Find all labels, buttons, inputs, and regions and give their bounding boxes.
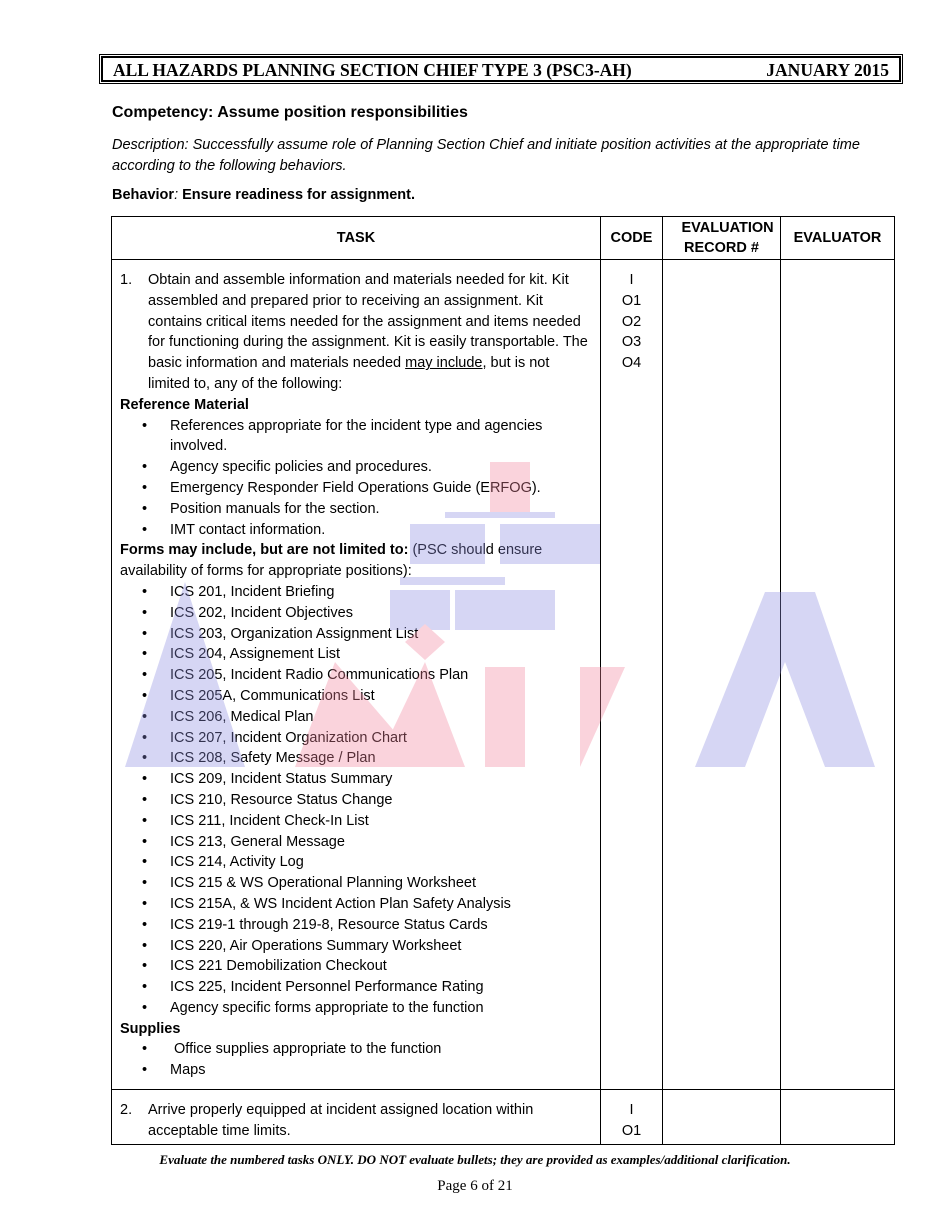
list-item: • ICS 219-1 through 219-8, Resource Status Cards [120, 915, 592, 936]
list-item: • ICS 203, Organization Assignment List [120, 624, 592, 645]
table-header-row [112, 217, 895, 260]
code-value: I [629, 272, 634, 288]
behavior-line [112, 187, 415, 203]
evaluation-record-cell[interactable] [663, 260, 781, 1090]
code-value: O1 [621, 1122, 642, 1139]
list-item: • ICS 214, Activity Log [120, 852, 592, 873]
list-item: • ICS 215 & WS Operational Planning Worksheet [120, 873, 592, 894]
list-item: • ICS 215A, & WS Incident Action Plan Safety Analysis [120, 894, 592, 915]
competency-description: Description: Successfully assume role of Planning Section Chief and initiate position activities at the appropriate time according to the following behaviors. [112, 137, 860, 174]
code-value: O2 [621, 313, 642, 330]
list-item: • ICS 201, Incident Briefing [120, 582, 592, 603]
supplies-heading: Supplies [120, 1020, 181, 1037]
document-date: JANUARY 2015 [766, 60, 889, 80]
page-number: Page 6 of 21 [437, 1178, 513, 1194]
footer-note: Evaluate the numbered tasks ONLY. DO NOT evaluate bullets; they are provided as examples/additional clarification. [159, 1152, 791, 1167]
list-item: • ICS 210, Resource Status Change [120, 790, 592, 811]
list-item: • Office supplies appropriate to the function [120, 1039, 592, 1060]
code-value: I [629, 1102, 634, 1119]
competency-heading: Competency: Assume position responsibilities [112, 104, 468, 121]
header-code: CODE [601, 217, 663, 260]
task-text-b: , but is not limited to, any of the following: [148, 355, 550, 392]
list-item: • ICS 213, General Message [120, 832, 592, 853]
list-item: • IMT contact information. [120, 520, 592, 541]
evaluator-cell[interactable] [781, 260, 895, 1090]
task-text-a: Obtain and assemble information and materials needed for kit. Kit assembled and prepared prior to receiving an assignment. Kit contains critical items needed for the assignment and items needed for functioning during the assignment. Kit is easily transportable. The basic information and materials needed [148, 272, 588, 372]
list-item: • ICS 206, Medical Plan [120, 707, 592, 728]
code-value: O1 [621, 292, 642, 309]
list-item: • Agency specific policies and procedures. [120, 457, 592, 478]
behavior-text: Ensure readiness for assignment. [178, 187, 416, 203]
table-row [112, 1090, 895, 1145]
document-title: ALL HAZARDS PLANNING SECTION CHIEF TYPE 3 (PSC3-AH) [113, 60, 632, 80]
code-value: O3 [621, 334, 642, 351]
forms-list [120, 582, 592, 1019]
list-item: • ICS 205A, Communications List [120, 686, 592, 707]
list-item: • ICS 209, Incident Status Summary [120, 769, 592, 790]
code-cell [601, 1090, 663, 1145]
task-cell [112, 1090, 601, 1145]
list-item: • References appropriate for the incident type and agencies involved. [120, 416, 592, 458]
task-table [111, 216, 895, 1145]
task-item [120, 270, 592, 395]
task-cell [112, 260, 601, 1090]
task-text-underlined: may include [405, 355, 483, 372]
forms-heading: Forms may include, but are not limited to: [120, 542, 409, 559]
header-evaluation-record [663, 217, 781, 260]
list-item: • ICS 207, Incident Organization Chart [120, 728, 592, 749]
list-item: • ICS 221 Demobilization Checkout [120, 956, 592, 977]
list-item: • ICS 211, Incident Check-In List [120, 811, 592, 832]
list-item: • ICS 205, Incident Radio Communications Plan [120, 665, 592, 686]
header-evaluator: EVALUATOR [781, 217, 895, 260]
forms-note: (PSC should ensure availability of forms for appropriate positions): [120, 542, 543, 580]
list-item: • ICS 220, Air Operations Summary Worksheet [120, 936, 592, 957]
evaluator-cell[interactable] [781, 1090, 895, 1145]
list-item: • ICS 208, Safety Message / Plan [120, 748, 592, 769]
header-evaluation-record-label: EVALUATION RECORD # [681, 220, 774, 256]
supplies-list [120, 1039, 592, 1081]
list-item: • ICS 202, Incident Objectives [120, 603, 592, 624]
list-item: • Maps [120, 1060, 592, 1081]
list-item: • Emergency Responder Field Operations Guide (ERFOG). [120, 478, 592, 499]
table-row [112, 260, 895, 1090]
reference-heading: Reference Material [120, 396, 249, 413]
task-text [148, 270, 592, 395]
document-header [101, 56, 901, 82]
task-item [120, 1100, 592, 1142]
list-item: • ICS 225, Incident Personnel Performance Rating [120, 977, 592, 998]
list-item: • Agency specific forms appropriate to the function [120, 998, 592, 1019]
list-item: • ICS 204, Assignement List [120, 644, 592, 665]
list-item: • Position manuals for the section. [120, 499, 592, 520]
code-cell [601, 260, 663, 1090]
behavior-label: Behavior [112, 187, 175, 203]
behavior-colon: : [174, 187, 179, 203]
task-number: 2. [120, 1102, 133, 1119]
task-number: 1. [120, 272, 133, 288]
reference-list [120, 416, 592, 541]
forms-line [120, 540, 592, 582]
code-value: O4 [621, 355, 642, 372]
header-task: TASK [112, 217, 601, 260]
task-text: Arrive properly equipped at incident assigned location within acceptable time limits. [148, 1102, 534, 1139]
evaluation-record-cell[interactable] [663, 1090, 781, 1145]
